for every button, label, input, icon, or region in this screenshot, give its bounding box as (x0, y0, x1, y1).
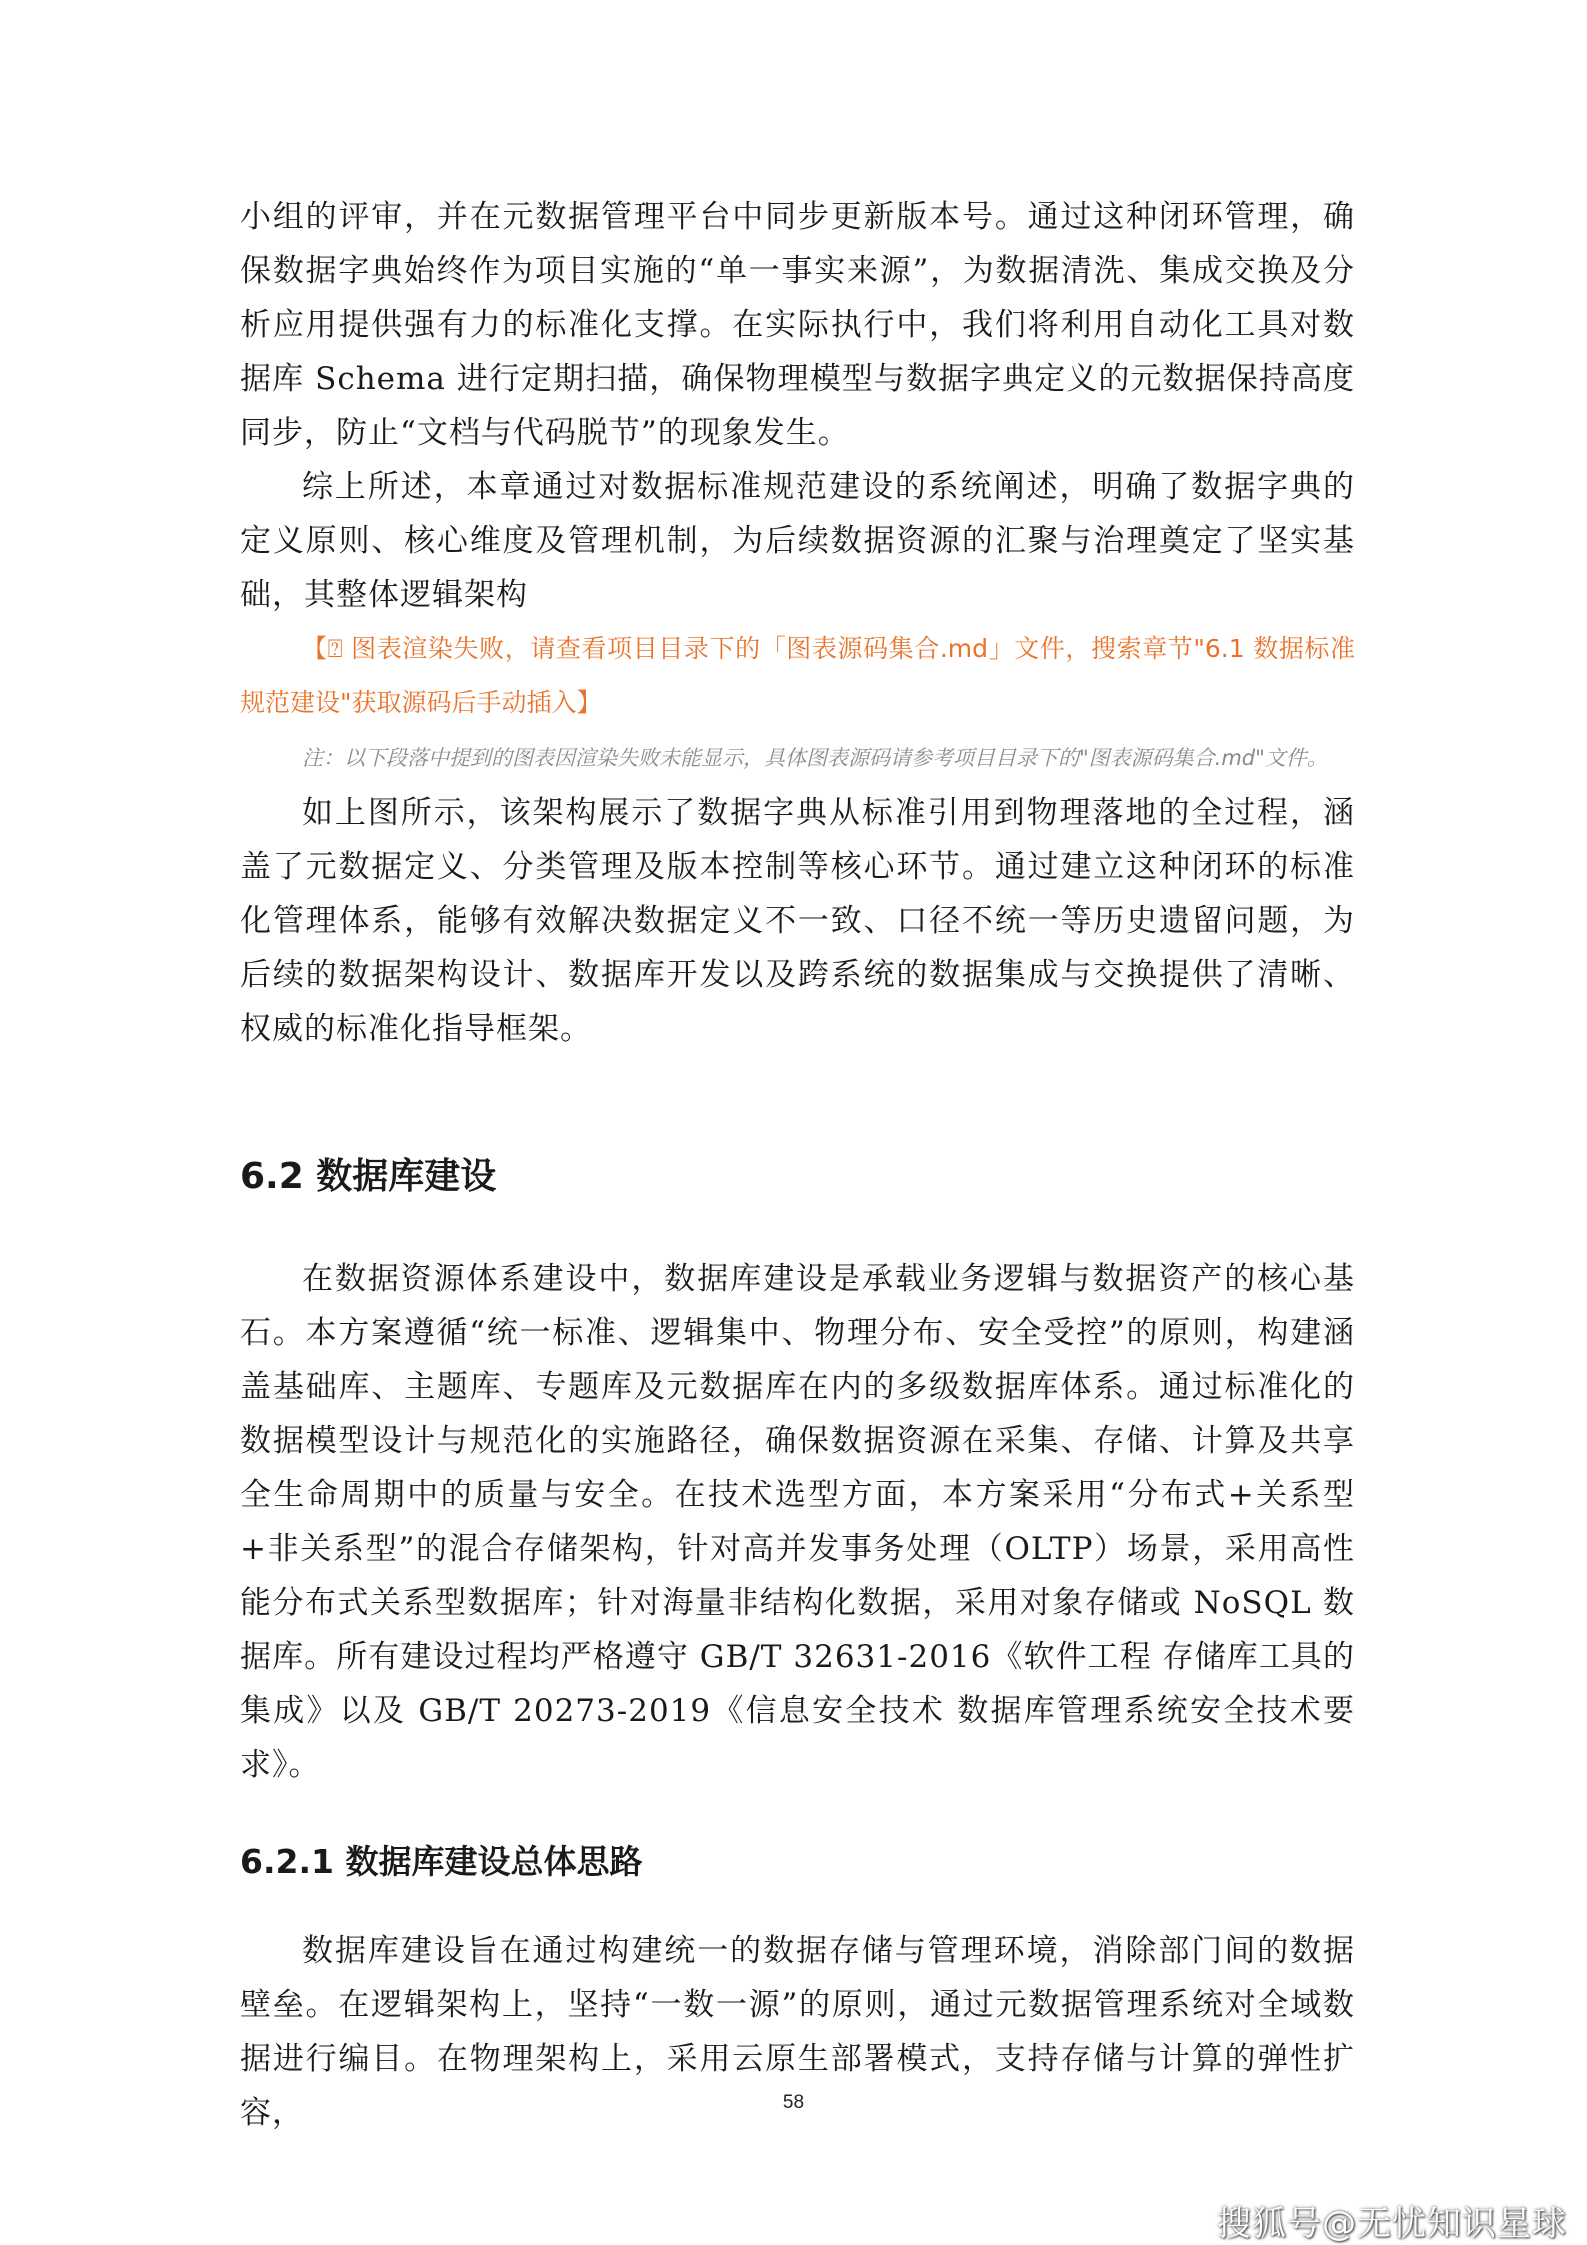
section-heading-6-2: 6.2 数据库建设 (240, 1156, 497, 1197)
page-number: 58 (782, 2092, 805, 2113)
paragraph-summary: 综上所述，本章通过对数据标准规范建设的系统阐述，明确了数据字典的定义原则、核心维度及管理机制，为后续数据资源的汇聚与治理奠定了坚实基础，其整体逻辑架构 (240, 469, 1355, 613)
paragraph-architecture-description: 如上图所示，该架构展示了数据字典从标准引用到物理落地的全过程，涵盖了元数据定义、分类管理及版本控制等核心环节。通过建立这种闭环的标准化管理体系，能够有效解决数据定义不一致、口径不统一等历史遗留问题，为后续的数据架构设计、数据库开发以及跨系统的数据集成与交换提供了清晰、权威的标准化指导框架。 (240, 795, 1355, 1047)
chart-render-error-notice: 【⍰ 图表渲染失败，请查看项目目录下的「图表源码集合.md」文件，搜索章节"6.1 数据标准规范建设"获取源码后手动插入】 (240, 634, 1355, 717)
chart-missing-note: 注：以下段落中提到的图表因渲染失败未能显示，具体图表源码请参考项目目录下的"图表源码集合.md"文件。 (302, 746, 1328, 770)
paragraph-database-construction: 在数据资源体系建设中，数据库建设是承载业务逻辑与数据资产的核心基石。本方案遵循“统一标准、逻辑集中、物理分布、安全受控”的原则，构建涵盖基础库、主题库、专题库及元数据库在内的多级数据库体系。通过标准化的数据模型设计与规范化的实施路径，确保数据资源在采集、存储、计算及共享全生命周期中的质量与安全。在技术选型方面，本方案采用“分布式+关系型+非关系型”的混合存储架构，针对高并发事务处理（OLTP）场景，采用高性能分布式关系型数据库；针对海量非结构化数据，采用对象存储或 NoSQL 数据库。所有建设过程均严格遵守 GB/T 32631-2016《软件工程 存储库工具的集成》以及 GB/T 20273-2019《信息安全技术 数据库管理系统安全技术要求》。 (240, 1261, 1355, 1783)
paragraph-database-overall-idea: 数据库建设旨在通过构建统一的数据存储与管理环境，消除部门间的数据壁垒。在逻辑架构上，坚持“一数一源”的原则，通过元数据管理系统对全域数据进行编目。在物理架构上，采用云原生部署模式，支持存储与计算的弹性扩容， (240, 1933, 1355, 2131)
section-heading-6-2-1: 6.2.1 数据库建设总体思路 (240, 1842, 643, 1881)
paragraph-review-closure: 小组的评审，并在元数据管理平台中同步更新版本号。通过这种闭环管理，确保数据字典始终作为项目实施的“单一事实来源”，为数据清洗、集成交换及分析应用提供强有力的标准化支撑。在实际执行中，我们将利用自动化工具对数据库 Schema 进行定期扫描，确保物理模型与数据字典定义的元数据保持高度同步，防止“文档与代码脱节”的现象发生。 (240, 199, 1355, 451)
document-page (240, 190, 1355, 2140)
watermark-text: 搜狐号@无忧知识星球 (1217, 2204, 1567, 2244)
